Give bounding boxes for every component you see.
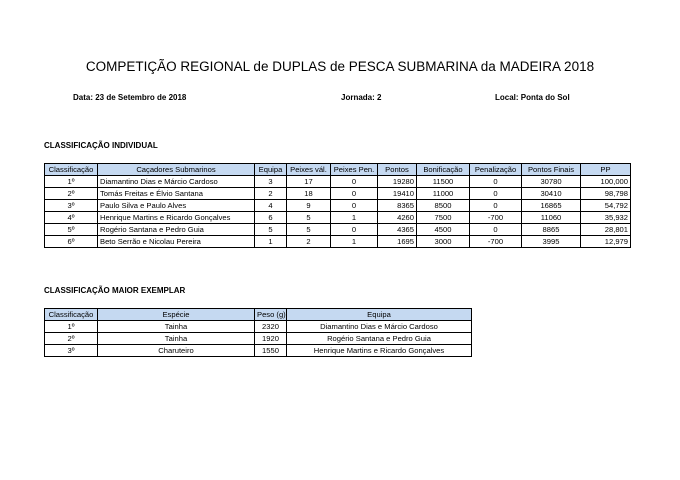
cell-peixes-val: 9 bbox=[287, 200, 331, 212]
table-row bbox=[45, 236, 631, 248]
col-header-peso: Peso (g) bbox=[255, 309, 287, 321]
cell-pontos: 19410 bbox=[378, 188, 417, 200]
cell-peso: 1550 bbox=[255, 345, 287, 357]
cell-peixes-val: 5 bbox=[287, 212, 331, 224]
cell-cacadores: Henrique Martins e Ricardo Gonçalves bbox=[98, 212, 255, 224]
cell-cacadores: Tomás Freitas e Élvio Santana bbox=[98, 188, 255, 200]
cell-pp: 35,932 bbox=[581, 212, 631, 224]
cell-pontos: 4260 bbox=[378, 212, 417, 224]
cell-penalizacao: 0 bbox=[470, 188, 522, 200]
col-header-classificacao: Classificação bbox=[45, 309, 98, 321]
date-label: Data: 23 de Setembro de 2018 bbox=[73, 93, 187, 102]
cell-bonificacao: 4500 bbox=[417, 224, 470, 236]
table-row bbox=[45, 176, 631, 188]
cell-penalizacao: 0 bbox=[470, 224, 522, 236]
table-row bbox=[45, 188, 631, 200]
cell-cacadores: Beto Serrão e Nicolau Pereira bbox=[98, 236, 255, 248]
table-row bbox=[45, 200, 631, 212]
cell-classificacao: 3º bbox=[45, 345, 98, 357]
cell-penalizacao: 0 bbox=[470, 200, 522, 212]
col-header-pontos: Pontos bbox=[378, 164, 417, 176]
cell-peixes-val: 2 bbox=[287, 236, 331, 248]
col-header-pp: PP bbox=[581, 164, 631, 176]
cell-pontos-finais: 16865 bbox=[522, 200, 581, 212]
col-header-especie: Espécie bbox=[98, 309, 255, 321]
cell-pontos: 1695 bbox=[378, 236, 417, 248]
cell-especie: Charuteiro bbox=[98, 345, 255, 357]
cell-equipa: 6 bbox=[255, 212, 287, 224]
cell-especie: Tainha bbox=[98, 333, 255, 345]
cell-pontos: 19280 bbox=[378, 176, 417, 188]
cell-especie: Tainha bbox=[98, 321, 255, 333]
col-header-peixes-pen: Peixes Pen. bbox=[331, 164, 378, 176]
cell-equipa: Diamantino Dias e Márcio Cardoso bbox=[287, 321, 472, 333]
table-row bbox=[45, 212, 631, 224]
col-header-classificacao: Classificação bbox=[45, 164, 98, 176]
cell-peixes-val: 18 bbox=[287, 188, 331, 200]
cell-classificacao: 3º bbox=[45, 200, 98, 212]
individual-section-heading: CLASSIFICAÇÃO INDIVIDUAL bbox=[44, 141, 158, 150]
cell-pp: 98,798 bbox=[581, 188, 631, 200]
cell-penalizacao: -700 bbox=[470, 236, 522, 248]
col-header-bonificacao: Bonificação bbox=[417, 164, 470, 176]
individual-classification-table bbox=[44, 163, 631, 248]
cell-equipa: 1 bbox=[255, 236, 287, 248]
cell-pontos-finais: 11060 bbox=[522, 212, 581, 224]
exemplar-section-heading: CLASSIFICAÇÃO MAIOR EXEMPLAR bbox=[44, 286, 186, 295]
cell-peixes-pen: 0 bbox=[331, 224, 378, 236]
cell-pp: 54,792 bbox=[581, 200, 631, 212]
col-header-cacadores: Caçadores Submarinos bbox=[98, 164, 255, 176]
col-header-equipa: Equipa bbox=[255, 164, 287, 176]
page-title: COMPETIÇÃO REGIONAL de DUPLAS de PESCA SUBMARINA da MADEIRA 2018 bbox=[85, 59, 595, 74]
cell-pontos-finais: 8865 bbox=[522, 224, 581, 236]
cell-equipa: Henrique Martins e Ricardo Gonçalves bbox=[287, 345, 472, 357]
cell-bonificacao: 8500 bbox=[417, 200, 470, 212]
cell-equipa: 4 bbox=[255, 200, 287, 212]
cell-peixes-pen: 1 bbox=[331, 212, 378, 224]
cell-pp: 100,000 bbox=[581, 176, 631, 188]
cell-classificacao: 2º bbox=[45, 188, 98, 200]
table-header-row bbox=[45, 164, 631, 176]
cell-cacadores: Diamantino Dias e Márcio Cardoso bbox=[98, 176, 255, 188]
round-label: Jornada: 2 bbox=[341, 93, 382, 102]
table-row bbox=[45, 224, 631, 236]
cell-bonificacao: 11000 bbox=[417, 188, 470, 200]
cell-bonificacao: 7500 bbox=[417, 212, 470, 224]
table-row bbox=[45, 345, 472, 357]
cell-cacadores: Rogério Santana e Pedro Guia bbox=[98, 224, 255, 236]
cell-classificacao: 2º bbox=[45, 333, 98, 345]
cell-equipa: 3 bbox=[255, 176, 287, 188]
cell-peixes-pen: 0 bbox=[331, 176, 378, 188]
cell-peixes-pen: 0 bbox=[331, 188, 378, 200]
cell-bonificacao: 3000 bbox=[417, 236, 470, 248]
cell-equipa: 5 bbox=[255, 224, 287, 236]
cell-penalizacao: 0 bbox=[470, 176, 522, 188]
cell-pontos: 4365 bbox=[378, 224, 417, 236]
cell-equipa: Rogério Santana e Pedro Guia bbox=[287, 333, 472, 345]
cell-pontos-finais: 3995 bbox=[522, 236, 581, 248]
location-label: Local: Ponta do Sol bbox=[495, 93, 570, 102]
cell-pontos-finais: 30410 bbox=[522, 188, 581, 200]
cell-classificacao: 6º bbox=[45, 236, 98, 248]
col-header-peixes-val: Peixes vál. bbox=[287, 164, 331, 176]
cell-bonificacao: 11500 bbox=[417, 176, 470, 188]
cell-pontos: 8365 bbox=[378, 200, 417, 212]
cell-classificacao: 1º bbox=[45, 176, 98, 188]
cell-cacadores: Paulo Silva e Paulo Alves bbox=[98, 200, 255, 212]
cell-peixes-val: 5 bbox=[287, 224, 331, 236]
col-header-pontos-finais: Pontos Finais bbox=[522, 164, 581, 176]
cell-pp: 28,801 bbox=[581, 224, 631, 236]
cell-pp: 12,979 bbox=[581, 236, 631, 248]
cell-peixes-val: 17 bbox=[287, 176, 331, 188]
cell-peso: 1920 bbox=[255, 333, 287, 345]
cell-classificacao: 4º bbox=[45, 212, 98, 224]
table-row bbox=[45, 321, 472, 333]
col-header-penalizacao: Penalização bbox=[470, 164, 522, 176]
cell-equipa: 2 bbox=[255, 188, 287, 200]
table-row bbox=[45, 333, 472, 345]
cell-penalizacao: -700 bbox=[470, 212, 522, 224]
cell-pontos-finais: 30780 bbox=[522, 176, 581, 188]
largest-catch-table bbox=[44, 308, 472, 357]
cell-classificacao: 1º bbox=[45, 321, 98, 333]
col-header-equipa: Equipa bbox=[287, 309, 472, 321]
table-header-row bbox=[45, 309, 472, 321]
cell-peso: 2320 bbox=[255, 321, 287, 333]
cell-classificacao: 5º bbox=[45, 224, 98, 236]
cell-peixes-pen: 1 bbox=[331, 236, 378, 248]
cell-peixes-pen: 0 bbox=[331, 200, 378, 212]
